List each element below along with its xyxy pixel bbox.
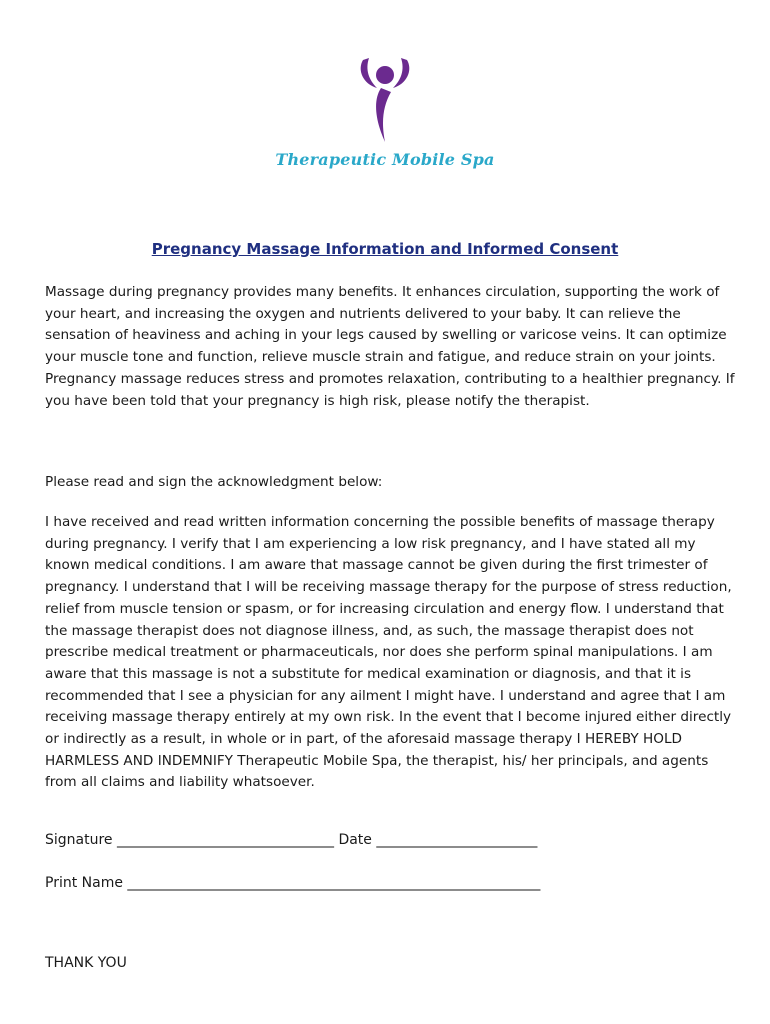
figure-logo-icon (345, 50, 425, 150)
intro-paragraph: Massage during pregnancy provides many benefits. It enhances circulation, supporting the work of your heart, and increasing the oxygen and nutrients delivered to your baby. It can relieve the sensation of heaviness and aching in your legs caused by swelling or varicose veins. It can optimize your muscle tone and function, relieve muscle strain and fatigue, and reduce strain on your joints. Pregnancy massage reduces stress and promotes relaxation, contributing to a healthier pregnancy. If you have been told that your pregnancy is high risk, please notify the therapist. (45, 284, 735, 409)
spa-logo (270, 50, 500, 180)
instruction-text: Please read and sign the acknowledgment below: (45, 474, 383, 490)
brand-name: Therapeutic Mobile Spa (275, 150, 495, 169)
closing-text: THANK YOU (45, 955, 127, 971)
signature-date-field[interactable]: Signature _______________________________ Date _______________________ (45, 832, 538, 848)
consent-paragraph: I have received and read written information concerning the possible benefits of massage therapy during pregnancy. I verify that I am experiencing a low risk pregnancy, and I have stated all my known medical conditions. I am aware that massage cannot be given during the first trimester of pregnancy. I understand that I will be receiving massage therapy for the purpose of stress reduction, relief from muscle tension or spasm, or for increasing circulation and energy flow. I understand that the massage therapist does not diagnose illness, and, as such, the massage therapist does not prescribe medical treatment or pharmaceuticals, nor does she perform spinal manipulations. I am aware that this massage is not a substitute for medical examination or diagnosis, and that it is recommended that I see a physician for any ailment I might have. I understand and agree that I am receiving massage therapy entirely at my own risk. In the event that I become injured either directly or indirectly as a result, in whole or in part, of the aforesaid massage therapy I HEREBY HOLD HARMLESS AND INDEMNIFY Therapeutic Mobile Spa, the therapist, his/ her principals, and agents from all claims and liability whatsoever. (45, 514, 732, 791)
print-name-field[interactable]: Print Name ___________________________________________________________ (45, 875, 541, 891)
document-title: Pregnancy Massage Information and Informed Consent (151, 240, 619, 258)
